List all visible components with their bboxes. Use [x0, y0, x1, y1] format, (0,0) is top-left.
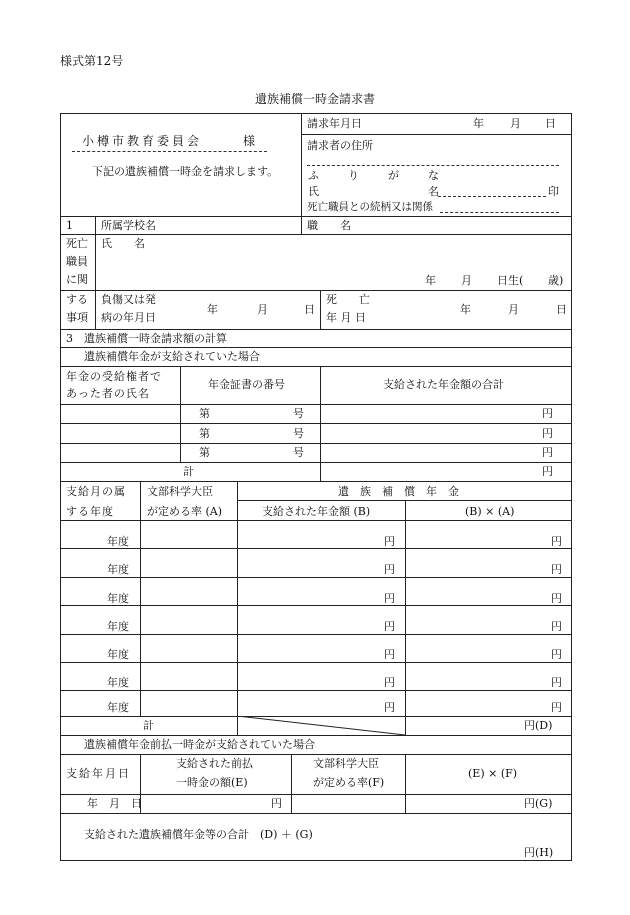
fiscal-year-4: 年度 [107, 620, 129, 633]
request-date-label: 請求年月日 [307, 117, 362, 130]
cert-dai-1: 第 [199, 407, 210, 420]
section1-vlabel-5: 事項 [66, 311, 88, 324]
cert-go-3: 号 [293, 446, 304, 459]
total-h: 円(H) [524, 846, 554, 859]
sum-label: 支給された遺族補償年金等の合計 (D) ＋ (G) [84, 828, 313, 841]
rate-f-col-2: が定める率(F) [313, 776, 385, 789]
furigana-1: ふ [308, 169, 319, 182]
section1-vlabel-3: に関 [66, 273, 88, 286]
rate-a-col-2: が定める率 (A) [147, 505, 223, 518]
position-label: 職 名 [307, 219, 351, 232]
cert-yen-3: 円 [542, 446, 553, 459]
cert-go-2: 号 [293, 427, 304, 440]
recipient-honorific: 様 [243, 134, 256, 148]
injury-label-1: 負傷又は発 [101, 293, 156, 306]
fiscal-year-7: 年度 [107, 701, 129, 714]
injury-month: 月 [257, 303, 268, 316]
pension-total-label: 計 [183, 465, 194, 478]
fy3-b-yen: 円 [384, 592, 395, 605]
lump-e-yen: 円 [271, 797, 282, 810]
total-paid-col: 支給された年金額の合計 [383, 378, 504, 391]
cert-dai-2: 第 [199, 427, 210, 440]
death-month: 月 [508, 303, 519, 316]
lump-heading: 遺族補償年金前払一時金が支給されていた場合 [84, 738, 315, 751]
name-char-1: 氏 [308, 185, 319, 198]
relation-label: 死亡職員との続柄又は関係 [307, 201, 433, 213]
request-sentence: 下記の遺族補償一時金を請求します。 [92, 165, 279, 178]
fy6-b-yen: 円 [384, 676, 395, 689]
recipient-col-2: あった者の氏名 [66, 387, 150, 400]
fy1-ba-yen: 円 [551, 535, 562, 548]
lump-col-2: 一時金の額(E) [176, 776, 248, 789]
fiscal-year-2: 年度 [107, 563, 129, 576]
month-year-col-1: 支給月の属 [66, 485, 126, 498]
cert-col: 年金証書の番号 [208, 378, 285, 391]
total-d: 円(D) [524, 719, 553, 732]
furigana-4: な [428, 169, 439, 182]
fy2-ba-yen: 円 [551, 563, 562, 576]
death-label-2: 年 月 日 [326, 311, 366, 324]
birth-day: 日生( [497, 274, 524, 287]
seal-mark: 印 [548, 185, 559, 198]
pension-group-label: 遺 族 補 償 年 金 [338, 485, 459, 498]
fy4-ba-yen: 円 [551, 620, 562, 633]
b-times-a-col: (B) × (A) [465, 505, 515, 518]
death-day: 日 [556, 303, 567, 316]
e-times-f-col: (E) × (F) [468, 767, 518, 780]
recipient-col-1: 年金の受給権者で [66, 370, 162, 383]
cert-go-1: 号 [293, 407, 304, 420]
birth-month: 月 [461, 274, 472, 287]
fy6-ba-yen: 円 [551, 676, 562, 689]
name-char-2: 名 [428, 185, 439, 198]
total-g: 円(G) [524, 797, 553, 810]
fy4-b-yen: 円 [384, 620, 395, 633]
fiscal-year-6: 年度 [107, 676, 129, 689]
fy7-b-yen: 円 [384, 701, 395, 714]
section1-vlabel-4: する [66, 293, 88, 306]
cert-yen-1: 円 [542, 407, 553, 420]
furigana-3: が [388, 169, 399, 182]
injury-year: 年 [207, 303, 218, 316]
paid-b-col: 支給された年金額 (B) [262, 505, 371, 518]
pension-total-yen: 円 [542, 465, 553, 478]
birth-year: 年 [425, 274, 436, 287]
lump-col-1: 支給された前払 [176, 757, 253, 770]
fiscal-total-label: 計 [143, 719, 154, 732]
age-close: 歳) [548, 274, 564, 287]
section3-heading: 3 遺族補償一時金請求額の計算 [66, 332, 227, 345]
school-label: 所属学校名 [101, 219, 156, 232]
fy5-b-yen: 円 [384, 648, 395, 661]
fiscal-year-3: 年度 [107, 592, 129, 605]
pay-date-col: 支給年月日 [66, 767, 131, 780]
cert-dai-3: 第 [199, 446, 210, 459]
fy7-ba-yen: 円 [551, 701, 562, 714]
request-year: 年 [473, 117, 484, 130]
form-title: 遺族補償一時金請求書 [254, 92, 375, 106]
fy5-ba-yen: 円 [551, 648, 562, 661]
fiscal-year-1: 年度 [107, 535, 129, 548]
section1-vlabel-1: 死亡 [66, 237, 88, 250]
furigana-2: り [348, 169, 359, 182]
month-year-col-2: する年度 [66, 505, 114, 518]
pension-heading: 遺族補償年金が支給されていた場合 [84, 350, 260, 363]
rate-a-col-1: 文部科学大臣 [147, 485, 213, 498]
death-year: 年 [460, 303, 471, 316]
section1-vlabel-2: 職員 [66, 255, 88, 268]
fy3-ba-yen: 円 [551, 592, 562, 605]
fy2-b-yen: 円 [384, 563, 395, 576]
rate-f-col-1: 文部科学大臣 [313, 757, 379, 770]
injury-day: 日 [304, 303, 315, 316]
fiscal-year-5: 年度 [107, 648, 129, 661]
lump-ymd: 年 月 日 [87, 797, 142, 810]
address-label: 請求者の住所 [307, 139, 373, 152]
injury-label-2: 病の年月日 [101, 311, 156, 324]
request-month: 月 [510, 117, 521, 130]
section1-number: 1 [66, 219, 73, 232]
fy1-b-yen: 円 [384, 535, 395, 548]
recipient-name: 小樽市教育委員会 [82, 134, 203, 148]
form-number: 様式第12号 [60, 54, 124, 68]
deceased-name-label: 氏 名 [101, 237, 145, 250]
diagonal-strike [237, 716, 405, 735]
cert-yen-2: 円 [542, 427, 553, 440]
request-day: 日 [545, 117, 556, 130]
death-label-1: 死 亡 [326, 293, 370, 306]
